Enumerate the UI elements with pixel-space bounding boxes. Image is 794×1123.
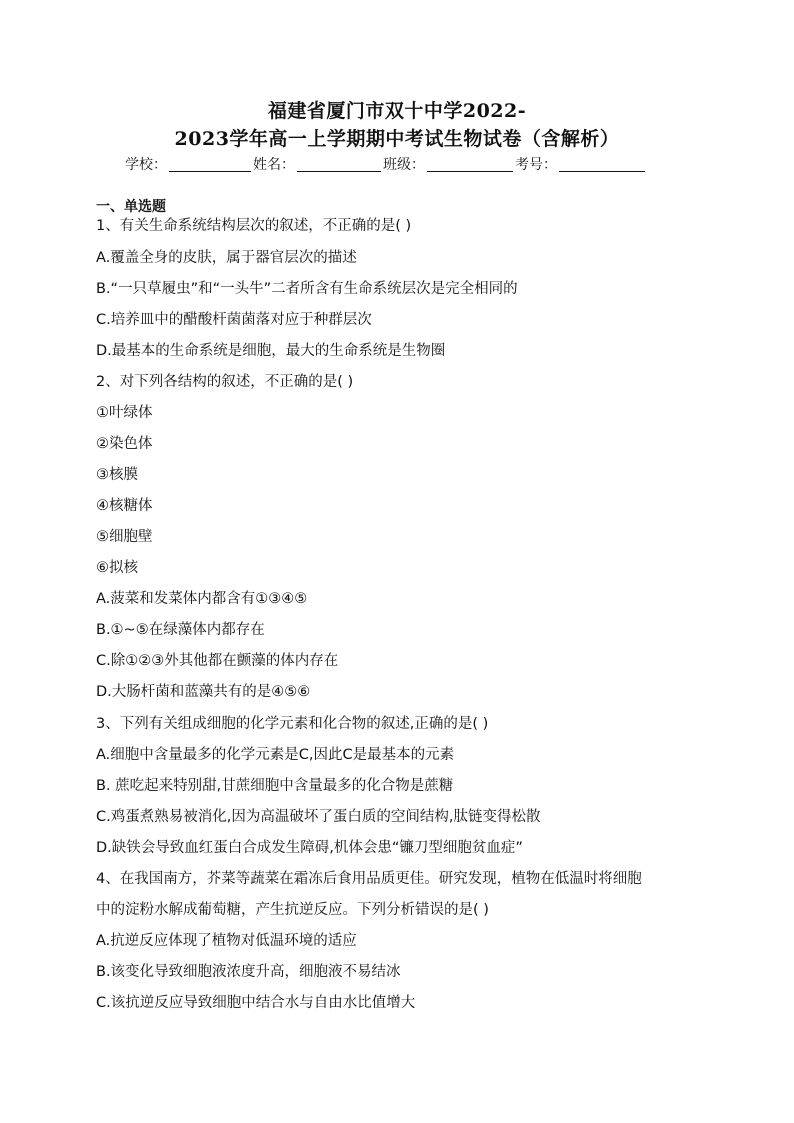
structure-item: ⑤细胞壁 xyxy=(96,529,153,545)
option-line: D.大肠杆菌和蓝藻共有的是④⑤⑥ xyxy=(96,684,311,700)
question-line-continued: 中的淀粉水解成葡萄糖，产生抗逆反应。下列分析错误的是( ) xyxy=(96,902,489,918)
school-blank[interactable] xyxy=(169,157,251,172)
option-line: A.抗逆反应体现了植物对低温环境的适应 xyxy=(96,933,357,949)
option-line: A.覆盖全身的皮肤，属于器官层次的描述 xyxy=(96,250,357,266)
student-info-row xyxy=(125,154,647,174)
name-label: 姓名： xyxy=(253,157,295,173)
option-line: B.该变化导致细胞液浓度升高，细胞液不易结冰 xyxy=(96,964,401,980)
name-blank[interactable] xyxy=(297,157,381,172)
option-line: A.菠菜和发菜体内都含有①③④⑤ xyxy=(96,591,308,607)
option-line: B. 蔗吃起来特别甜,甘蔗细胞中含量最多的化合物是蔗糖 xyxy=(96,778,454,794)
school-label: 学校： xyxy=(125,157,167,173)
title-line-2: 2023学年高一上学期期中考试生物试卷（含解析） xyxy=(174,128,620,150)
number-blank[interactable] xyxy=(559,157,645,172)
structure-item: ④核糖体 xyxy=(96,498,153,514)
number-label: 考号： xyxy=(515,157,557,173)
question-line: 2、对下列各结构的叙述，不正确的是( ) xyxy=(96,374,354,390)
option-line: A.细胞中含量最多的化学元素是C,因此C是最基本的元素 xyxy=(96,747,455,763)
option-line: C.除①②③外其他都在颤藻的体内存在 xyxy=(96,653,339,669)
option-line: B.①~⑤在绿藻体内都存在 xyxy=(96,622,265,638)
question-line: 4、在我国南方，芥菜等蔬菜在霜冻后食用品质更佳。研究发现，植物在低温时将细胞 xyxy=(96,871,642,887)
section-heading: 一、单选题 xyxy=(96,199,166,215)
question-line: 1、有关生命系统结构层次的叙述，不正确的是( ) xyxy=(96,218,412,234)
structure-item: ①叶绿体 xyxy=(96,405,153,421)
option-line: D.缺铁会导致血红蛋白合成发生障碍,机体会患“镰刀型细胞贫血症” xyxy=(96,840,523,856)
option-line: B.“一只草履虫”和“一头牛”二者所含有生命系统层次是完全相同的 xyxy=(96,281,518,297)
option-line: C.鸡蛋煮熟易被消化,因为高温破坏了蛋白质的空间结构,肽链变得松散 xyxy=(96,809,541,825)
class-label: 班级： xyxy=(383,157,425,173)
structure-item: ③核膜 xyxy=(96,467,138,483)
title-line-1: 福建省厦门市双十中学2022- xyxy=(267,100,527,122)
structure-item: ②染色体 xyxy=(96,436,153,452)
option-line: C.培养皿中的醋酸杆菌菌落对应于种群层次 xyxy=(96,312,372,328)
option-line: C.该抗逆反应导致细胞中结合水与自由水比值增大 xyxy=(96,995,416,1011)
question-line: 3、下列有关组成细胞的化学元素和化合物的叙述,正确的是( ) xyxy=(96,716,489,732)
structure-item: ⑥拟核 xyxy=(96,560,138,576)
class-blank[interactable] xyxy=(427,157,513,172)
option-line: D.最基本的生命系统是细胞，最大的生命系统是生物圈 xyxy=(96,343,446,359)
